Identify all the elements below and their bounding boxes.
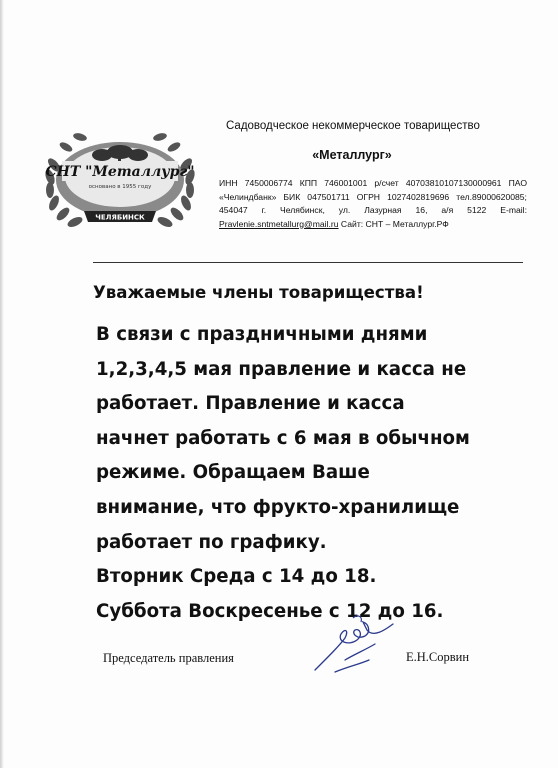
details-line-3: 454047 г. Челябинск, ул. Лазурная 16, а/я 5122 E-mail: [219, 205, 527, 216]
details-line-1: ИНН 7450006774 КПП 746001001 р/счет 40703810107130000961 ПАО [219, 178, 527, 188]
organization-logo [40, 125, 200, 235]
schedule-line: Суббота Воскресенье с 12 до 16. [96, 600, 444, 622]
announcement-line: внимание, что фрукто-хранилище [96, 496, 460, 518]
details-line-2: «Челиндбанк» БИК 047501711 ОГРН 1027402819696 тел.89000620085; [219, 191, 527, 202]
logo-city: ЧЕЛЯБИНСК [95, 213, 145, 222]
announcement-line: начнет работать с 6 мая в обычном [96, 427, 470, 449]
email-link[interactable]: Pravlenie.sntmetallurg@mail.ru [219, 218, 339, 229]
org-type: Садоводческое некоммерческое товарищество [226, 120, 480, 132]
announcement-text [96, 318, 536, 629]
announcement-line: работает. Правление и касса [96, 393, 405, 415]
scan-edge [0, 0, 4, 768]
org-name: «Металлург» [312, 148, 392, 162]
schedule-line: Вторник Среда с 14 до 18. [96, 566, 377, 588]
announcement-line: 1,2,3,4,5 мая правление и касса не [96, 358, 467, 380]
header-divider [93, 262, 523, 263]
signatory-title: Председатель правления [103, 651, 234, 665]
org-details [219, 177, 527, 231]
announcement-line: В связи с праздничными днями [96, 324, 428, 345]
details-line-4 [219, 218, 527, 232]
logo-subtitle: основано в 1955 году [88, 184, 152, 190]
announcement-line: работает по графику. [96, 531, 327, 553]
logo-text: СНТ "Металлург" [45, 164, 195, 180]
signatory-name: Е.Н.Сорвин [406, 650, 470, 664]
site-text: Сайт: СНТ – Металлург.РФ [338, 218, 449, 229]
handwritten-signature [305, 600, 415, 680]
greeting-heading: Уважаемые члены товарищества! [93, 283, 424, 302]
announcement-line: режиме. Обращаем Ваше [96, 462, 370, 484]
